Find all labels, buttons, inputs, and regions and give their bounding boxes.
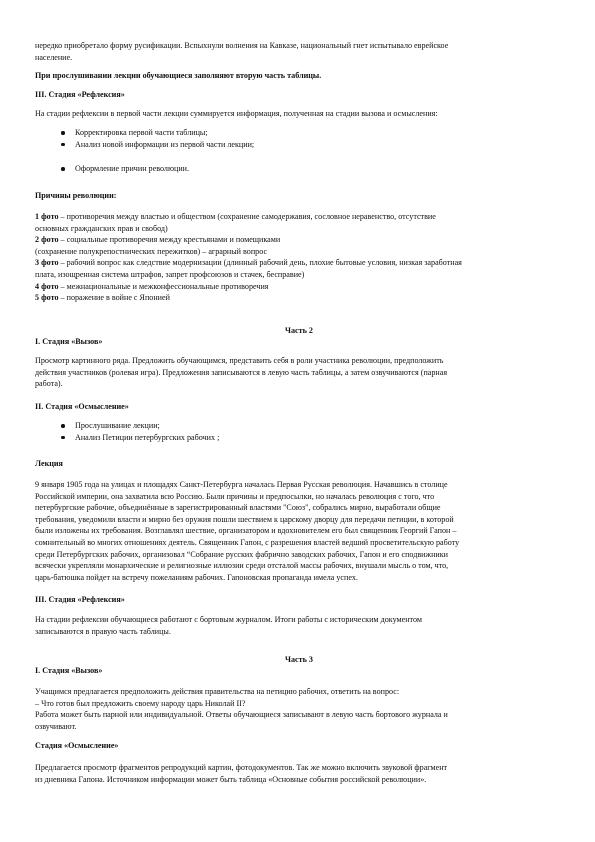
text-line: озвучивают. [35, 721, 77, 731]
bullet-icon [61, 436, 65, 440]
part1-reflection-list-cont [35, 163, 555, 175]
lecture-line: сомнительный во многих отношениях деятель. Священник Гапон, с разрешения властей ведший просветительскую работу [35, 537, 460, 547]
lecture-line: 9 января 1905 года на улицах и площадях Санкт-Петербурга началась Первая Русская революция. Начавшись в столице [35, 480, 448, 489]
part3-challenge-heading: I. Стадия «Вызов» [35, 666, 103, 675]
cause-text: – поражение в войне с Японией [58, 293, 170, 303]
text-line: Предлагается просмотр фрагментов репродукций картин, фотодокументов. Так же можно включить звуковой фрагмент [35, 763, 448, 772]
lecture-line: среди Петербургских рабочих, организовал “Собрание русских фабрично заводских рабочих, Гапон и его сподвижники [35, 549, 449, 559]
text-line: из дневника Гапона. Источником информации может быть таблица «Основные события российской революции». [35, 774, 427, 784]
part2-challenge-heading: I. Стадия «Вызов» [35, 337, 103, 346]
part2-comprehension-heading: II. Стадия «Осмысление» [35, 402, 129, 411]
cause-text: – социальные противоречия между крестьянами и помещиками [58, 235, 281, 245]
cause-photo-3 [35, 257, 563, 269]
lecture-line: петербургские рабочие, объединённые в зарегистрированный властями "Союз", собрались мирно, выработали общие [35, 503, 441, 513]
bullet-icon [61, 167, 65, 171]
list-item-text: Оформление причин революции. [75, 164, 190, 173]
cause-label: 3 фото [35, 258, 59, 268]
part2-challenge-text [35, 355, 563, 390]
lecture-line: требования, уведомили власти и мирно без оружия пошли шествием к царскому дворцу для передачи петиции, в которой [35, 514, 454, 524]
part2-reflection-text [35, 614, 563, 637]
part3-comprehension-text [35, 762, 563, 785]
bullet-icon [61, 424, 65, 428]
cause-label: 2 фото [35, 235, 59, 245]
causes-list [35, 211, 563, 304]
cause-text: (сохранение полукрепостнических пережитков) – аграрный вопрос [35, 246, 268, 256]
text-line: На стадии рефлексии обучающиеся работают с бортовым журналом. Итоги работы с историческим документом [35, 615, 422, 624]
lecture-heading: Лекция [35, 459, 63, 468]
text-line: Работа может быть парной или индивидуальной. Ответы обучающиеся записывают в левую часть бортового журнала и [35, 710, 448, 720]
cause-photo-1 [35, 211, 563, 223]
lecture-line: всячески укрепляли монархические и религиозные иллюзии среди отсталой массы рабочих, внушали мысль о том, что, [35, 561, 449, 571]
bullet-icon [61, 131, 65, 135]
intro-paragraph [35, 40, 563, 63]
cause-label: 1 фото [35, 212, 59, 221]
list-item [35, 127, 555, 139]
cause-photo-5 [35, 292, 563, 304]
intro-line: нередко приобретало форму русификации. Вспыхнули волнения на Кавказе, национальный гнет испытывало еврейское [35, 41, 449, 50]
lecture-text [35, 479, 563, 583]
causes-heading: Причины революции: [35, 191, 117, 200]
part1-note: При прослушивании лекции обучающиеся заполняют вторую часть таблицы. [35, 71, 322, 80]
list-item [35, 163, 555, 175]
cause-text: – противоречия между властью и обществом (сохранение самодержавия, сословное неравенство, отсутствие [58, 212, 436, 221]
part3-challenge-text [35, 686, 563, 732]
cause-label: 4 фото [35, 281, 59, 291]
part2-comprehension-list [35, 420, 555, 443]
text-line: действия участников (ролевая игра). Предложения записываются в левую часть таблицы, а затем озвучиваются (парная [35, 367, 448, 377]
text-line: – Что готов был предложить своему народу царь Николай II? [35, 698, 246, 708]
list-item-text: Анализ Петиции петербургских рабочих ; [75, 432, 220, 442]
text-line: работа). [35, 379, 63, 389]
part3-title: Часть 3 [285, 655, 313, 665]
bullet-icon [61, 143, 65, 147]
part3-comprehension-heading: Стадия «Осмысление» [35, 741, 119, 750]
list-item-text: Анализ новой информации из первой части лекции; [75, 139, 255, 149]
lecture-line: были изложены их требования. Возглавлял шествие, организатором и вдохновителем его был священник Георгий Гапон – [35, 526, 457, 536]
list-item [35, 139, 555, 151]
list-item [35, 432, 555, 444]
text-line: записываются в правую часть таблицы. [35, 626, 171, 636]
list-item-text: Прослушивание лекции; [75, 421, 160, 430]
cause-photo-2 [35, 234, 563, 246]
cause-label: 5 фото [35, 293, 59, 303]
cause-text: – рабочий вопрос как следствие модернизации (длинный рабочий день, плохие бытовые условия, низкая заработная [58, 258, 462, 268]
list-item-text: Корректировка первой части таблицы; [75, 128, 208, 137]
lecture-line: Российской империи, она захватила всю Россию. Были причины и предпосылки, но началась революция с того, что [35, 491, 435, 501]
intro-line: население. [35, 52, 73, 62]
cause-text: – межнациональные и межконфессиональные противоречия [58, 281, 269, 291]
cause-text: плата, изощренная система штрафов, запрет профсоюзов и стачек, бесправие) [35, 269, 305, 279]
part2-reflection-heading: III. Стадия «Рефлексия» [35, 595, 125, 604]
cause-text: основных гражданских прав и свобод) [35, 223, 168, 233]
list-item [35, 420, 555, 432]
text-line: Учащимся предлагается предположить действия правительства на петицию рабочих, ответить на вопрос: [35, 687, 400, 696]
part2-title: Часть 2 [285, 326, 313, 336]
lecture-line: царь-батюшка пойдет на встречу пожеланиям рабочих. Гапоновская пропаганда имела успех. [35, 572, 358, 582]
part1-reflection-text: На стадии рефлексии в первой части лекции суммируется информация, полученная на стадии вызова и осмысления: [35, 109, 438, 118]
text-line: Просмотр картинного ряда. Предложить обучающимся, представить себя в роли участника революции, предположить [35, 356, 444, 365]
part1-reflection-list [35, 127, 555, 150]
part1-reflection-heading: III. Стадия «Рефлексия» [35, 90, 125, 99]
cause-photo-4 [35, 281, 563, 293]
